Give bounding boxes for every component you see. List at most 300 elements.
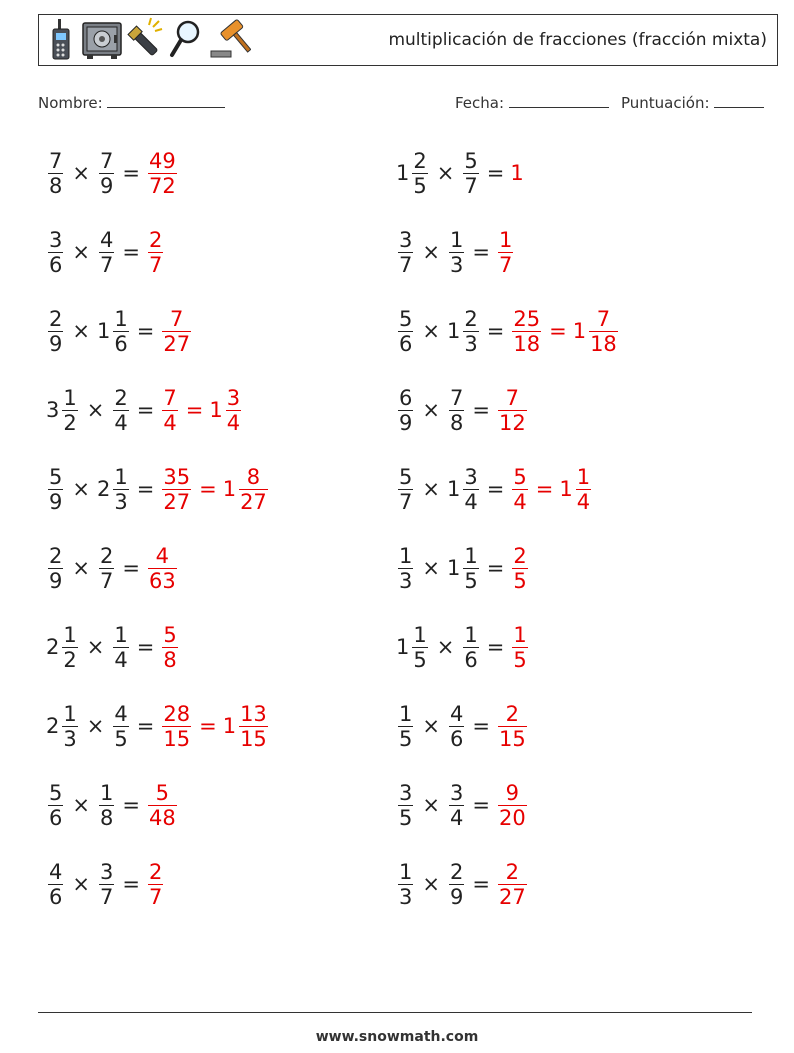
fraction (398, 386, 413, 435)
answer-number (209, 386, 243, 435)
fraction (113, 386, 128, 435)
mixed-number (97, 465, 131, 514)
equals-sign: = (472, 793, 490, 817)
mixed-number (111, 702, 130, 751)
numerator: 7 (99, 148, 114, 173)
denominator: 18 (590, 331, 617, 356)
numerator: 2 (505, 859, 520, 884)
fraction (449, 228, 464, 277)
numerator: 1 (99, 780, 114, 805)
denominator: 6 (114, 331, 128, 356)
equals-sign: = (486, 477, 505, 501)
denominator: 7 (99, 884, 114, 909)
fraction (148, 228, 163, 277)
times-sign: × (422, 319, 440, 343)
mixed-number (97, 860, 116, 909)
answer (510, 623, 529, 672)
numerator: 13 (240, 701, 267, 726)
numerator: 1 (498, 227, 513, 252)
answer (146, 860, 165, 909)
times-sign: × (422, 872, 440, 896)
numerator: 7 (163, 385, 177, 410)
numerator: 35 (163, 464, 191, 489)
whole-part: 1 (446, 477, 461, 501)
numerator: 8 (246, 464, 261, 489)
answer (496, 860, 529, 909)
mixed-number (46, 228, 65, 277)
fraction (62, 623, 77, 672)
numerator: 2 (449, 859, 464, 884)
fraction (463, 465, 478, 514)
fraction (226, 386, 241, 435)
denominator: 6 (464, 647, 478, 672)
denominator: 9 (99, 173, 114, 198)
denominator: 5 (413, 647, 427, 672)
fraction (48, 465, 63, 514)
times-sign: × (72, 556, 90, 580)
fraction (398, 702, 413, 751)
equals-sign: = (136, 477, 155, 501)
denominator: 15 (498, 726, 526, 751)
mixed-number (46, 149, 65, 198)
answer (160, 307, 193, 356)
numerator: 4 (99, 227, 114, 252)
fraction (512, 465, 527, 514)
denominator: 4 (114, 647, 128, 672)
fraction (148, 781, 177, 830)
fraction (398, 860, 413, 909)
problem-item (46, 773, 179, 837)
fraction (398, 228, 413, 277)
fraction (62, 386, 77, 435)
magnifying-glass-icon (167, 17, 203, 65)
mixed-number (447, 307, 481, 356)
mixed-number (111, 386, 130, 435)
whole-part: 1 (510, 161, 524, 185)
numerator: 1 (464, 543, 478, 568)
denominator: 9 (49, 331, 63, 356)
problem-item (46, 220, 165, 284)
answer-number (510, 544, 529, 593)
denominator: 27 (163, 489, 191, 514)
denominator: 7 (399, 489, 413, 514)
mixed-number (461, 149, 480, 198)
fraction (449, 386, 464, 435)
answer (496, 228, 515, 277)
date-label: Fecha: (455, 94, 505, 112)
fraction (48, 544, 63, 593)
denominator: 9 (399, 410, 413, 435)
denominator: 15 (240, 726, 267, 751)
answer-number (160, 623, 179, 672)
numerator: 3 (464, 464, 478, 489)
answer (160, 623, 179, 672)
numerator: 4 (155, 543, 170, 568)
numerator: 28 (163, 701, 191, 726)
answer-number (510, 465, 529, 514)
times-sign: × (72, 872, 90, 896)
denominator: 3 (399, 568, 413, 593)
numerator: 1 (114, 622, 128, 647)
fraction (162, 307, 191, 356)
denominator: 2 (63, 647, 77, 672)
answer-number (146, 149, 179, 198)
numerator: 1 (399, 859, 413, 884)
answer-number (496, 386, 529, 435)
problem-item (46, 457, 270, 521)
answer-number (146, 544, 179, 593)
fraction (99, 544, 114, 593)
numerator: 5 (464, 148, 478, 173)
denominator: 4 (513, 489, 527, 514)
fraction (576, 465, 591, 514)
fraction (99, 149, 114, 198)
mixed-number (396, 781, 415, 830)
denominator: 7 (99, 568, 114, 593)
denominator: 9 (449, 884, 464, 909)
numerator: 1 (399, 543, 413, 568)
fraction (148, 544, 177, 593)
date-field (455, 93, 609, 112)
mixed-number (396, 623, 430, 672)
fraction (398, 781, 413, 830)
answer-number (573, 307, 620, 356)
answer-number (146, 228, 165, 277)
denominator: 6 (49, 252, 63, 277)
whole-part: 1 (222, 477, 237, 501)
mixed-number (396, 544, 415, 593)
numerator: 1 (576, 464, 591, 489)
numerator: 7 (49, 148, 63, 173)
denominator: 7 (148, 252, 163, 277)
denominator: 5 (513, 568, 527, 593)
fraction (512, 544, 527, 593)
mixed-number (447, 465, 481, 514)
times-sign: × (72, 793, 90, 817)
fraction (239, 465, 268, 514)
worksheet-header (38, 14, 778, 66)
fraction (498, 386, 527, 435)
times-sign: × (72, 477, 90, 501)
name-blank[interactable] (107, 93, 225, 108)
times-sign: × (86, 635, 105, 659)
equals-sign: = (199, 477, 217, 501)
answer-number (160, 465, 193, 514)
fraction (449, 781, 464, 830)
numerator: 5 (513, 464, 527, 489)
denominator: 63 (148, 568, 176, 593)
answer (510, 544, 529, 593)
problem-item (46, 299, 193, 363)
mixed-number (97, 228, 116, 277)
denominator: 18 (513, 331, 541, 356)
numerator: 25 (513, 306, 541, 331)
answer (146, 544, 179, 593)
safe-icon (81, 17, 123, 65)
whole-part: 2 (96, 477, 111, 501)
answer-number (510, 623, 529, 672)
mixed-number (447, 781, 466, 830)
times-sign: × (422, 240, 440, 264)
mixed-number (396, 702, 415, 751)
whole-part: 1 (396, 635, 410, 659)
fraction (148, 149, 177, 198)
answer-number (510, 307, 543, 356)
denominator: 5 (464, 568, 478, 593)
mixed-number (111, 623, 130, 672)
score-blank[interactable] (714, 93, 764, 108)
answer (510, 161, 524, 185)
fraction (99, 781, 114, 830)
header-icons (47, 19, 251, 63)
mixed-number (396, 860, 415, 909)
denominator: 15 (163, 726, 191, 751)
fraction (162, 702, 191, 751)
fraction (148, 860, 163, 909)
fraction (498, 781, 527, 830)
mixed-number (46, 465, 65, 514)
date-blank[interactable] (509, 93, 609, 108)
equals-sign: = (122, 161, 140, 185)
numerator: 3 (99, 859, 114, 884)
equals-sign: = (136, 635, 155, 659)
fraction (398, 544, 413, 593)
fraction (48, 149, 63, 198)
equals-sign: = (122, 556, 140, 580)
numerator: 5 (155, 780, 170, 805)
equals-sign: = (199, 714, 217, 738)
denominator: 12 (498, 410, 526, 435)
whole-part: 1 (446, 319, 461, 343)
equals-sign: = (549, 319, 567, 343)
times-sign: × (422, 556, 440, 580)
mixed-number (396, 465, 415, 514)
numerator: 1 (114, 306, 128, 331)
problem-item (46, 615, 180, 679)
equals-sign: = (535, 477, 554, 501)
whole-part: 2 (46, 714, 60, 738)
mixed-number (46, 702, 80, 751)
fraction (412, 623, 427, 672)
numerator: 3 (226, 385, 241, 410)
denominator: 6 (399, 331, 413, 356)
numerator: 5 (399, 306, 413, 331)
mixed-number (396, 307, 415, 356)
mixed-number (46, 781, 65, 830)
denominator: 6 (49, 884, 63, 909)
denominator: 3 (63, 726, 77, 751)
denominator: 9 (49, 489, 63, 514)
numerator: 4 (114, 701, 128, 726)
answer (146, 149, 179, 198)
mixed-number (447, 386, 466, 435)
problem-item (396, 141, 525, 205)
fraction (48, 307, 63, 356)
denominator: 27 (163, 331, 191, 356)
numerator: 5 (399, 464, 413, 489)
gavel-icon (207, 17, 251, 65)
problem-item (396, 773, 529, 837)
flashlight-icon (127, 17, 163, 65)
denominator: 8 (49, 173, 63, 198)
numerator: 4 (449, 701, 464, 726)
worksheet-title: multiplicación de fracciones (fracción mixta) (388, 30, 767, 50)
numerator: 4 (49, 859, 63, 884)
mixed-number (97, 781, 116, 830)
whole-part: 1 (209, 398, 223, 422)
numerator: 1 (114, 464, 128, 489)
fraction (162, 465, 191, 514)
fraction (113, 702, 128, 751)
numerator: 6 (399, 385, 413, 410)
equals-sign: = (486, 556, 505, 580)
denominator: 6 (449, 726, 464, 751)
mixed-number (447, 702, 466, 751)
fraction (398, 307, 413, 356)
mixed-number (97, 544, 116, 593)
numerator: 2 (505, 701, 520, 726)
fraction (463, 623, 478, 672)
fraction (589, 307, 618, 356)
whole-part: 1 (96, 319, 111, 343)
answer-number (160, 386, 179, 435)
mixed-number (46, 307, 65, 356)
answer-number (146, 781, 179, 830)
problem-item (396, 615, 530, 679)
mixed-number (447, 228, 466, 277)
mixed-number (396, 386, 415, 435)
times-sign: × (86, 398, 105, 422)
denominator: 5 (399, 805, 413, 830)
fraction (113, 465, 128, 514)
numerator: 1 (464, 622, 478, 647)
whole-part: 3 (46, 398, 60, 422)
answer (160, 702, 269, 751)
denominator: 4 (163, 410, 177, 435)
denominator: 4 (576, 489, 591, 514)
answer (496, 386, 529, 435)
numerator: 7 (449, 385, 464, 410)
times-sign: × (86, 714, 105, 738)
problem-item (46, 694, 270, 758)
mixed-number (46, 860, 65, 909)
denominator: 4 (449, 805, 464, 830)
answer-number (496, 228, 515, 277)
problem-item (396, 852, 529, 916)
times-sign: × (422, 714, 440, 738)
denominator: 3 (449, 252, 464, 277)
numerator: 2 (114, 385, 128, 410)
denominator: 7 (498, 252, 513, 277)
denominator: 20 (498, 805, 526, 830)
equals-sign: = (136, 714, 155, 738)
answer (146, 228, 165, 277)
numerator: 1 (413, 622, 427, 647)
walkie-talkie-icon (47, 17, 77, 65)
problem-item (46, 141, 179, 205)
fraction (463, 149, 478, 198)
times-sign: × (72, 319, 90, 343)
name-label: Nombre: (38, 94, 103, 112)
fraction (449, 860, 464, 909)
mixed-number (396, 149, 430, 198)
denominator: 27 (498, 884, 526, 909)
fraction (463, 544, 478, 593)
equals-sign: = (122, 240, 140, 264)
fraction (412, 149, 427, 198)
denominator: 27 (240, 489, 267, 514)
fraction (113, 307, 128, 356)
fraction (463, 307, 478, 356)
fraction (512, 307, 541, 356)
footer-url: www.snowmath.com (315, 1029, 479, 1045)
fraction (48, 860, 63, 909)
answer-number (496, 702, 529, 751)
equals-sign: = (486, 161, 505, 185)
denominator: 7 (399, 252, 413, 277)
fraction (449, 702, 464, 751)
denominator: 2 (63, 410, 77, 435)
whole-part: 1 (222, 714, 237, 738)
numerator: 2 (99, 543, 114, 568)
whole-part: 1 (572, 319, 587, 343)
denominator: 3 (114, 489, 128, 514)
answer-number (496, 781, 529, 830)
denominator: 7 (464, 173, 478, 198)
equals-sign: = (136, 319, 155, 343)
numerator: 2 (464, 306, 478, 331)
problem-item (396, 299, 620, 363)
numerator: 1 (513, 622, 527, 647)
equals-sign: = (472, 240, 490, 264)
denominator: 5 (114, 726, 128, 751)
problem-item (396, 378, 529, 442)
mixed-number (97, 149, 116, 198)
numerator: 3 (399, 227, 413, 252)
equals-sign: = (185, 398, 204, 422)
fraction (99, 228, 114, 277)
denominator: 3 (399, 884, 413, 909)
fraction (512, 623, 527, 672)
equals-sign: = (486, 319, 505, 343)
numerator: 3 (399, 780, 413, 805)
denominator: 3 (464, 331, 478, 356)
answer-number (160, 307, 193, 356)
answer-number (146, 860, 165, 909)
numerator: 5 (49, 780, 63, 805)
problem-item (46, 536, 179, 600)
fraction (99, 860, 114, 909)
answer (496, 702, 529, 751)
answer-number (510, 161, 524, 185)
denominator: 5 (413, 173, 427, 198)
denominator: 5 (399, 726, 413, 751)
numerator: 2 (513, 543, 527, 568)
answer (496, 781, 529, 830)
problem-item (396, 457, 593, 521)
answer-number (223, 465, 270, 514)
numerator: 3 (49, 227, 63, 252)
equals-sign: = (122, 872, 140, 896)
score-field (621, 93, 764, 112)
times-sign: × (436, 635, 455, 659)
problem-item (396, 536, 530, 600)
fraction (162, 623, 177, 672)
fraction (48, 228, 63, 277)
mixed-number (46, 623, 80, 672)
problem-item (46, 852, 165, 916)
equals-sign: = (122, 793, 140, 817)
